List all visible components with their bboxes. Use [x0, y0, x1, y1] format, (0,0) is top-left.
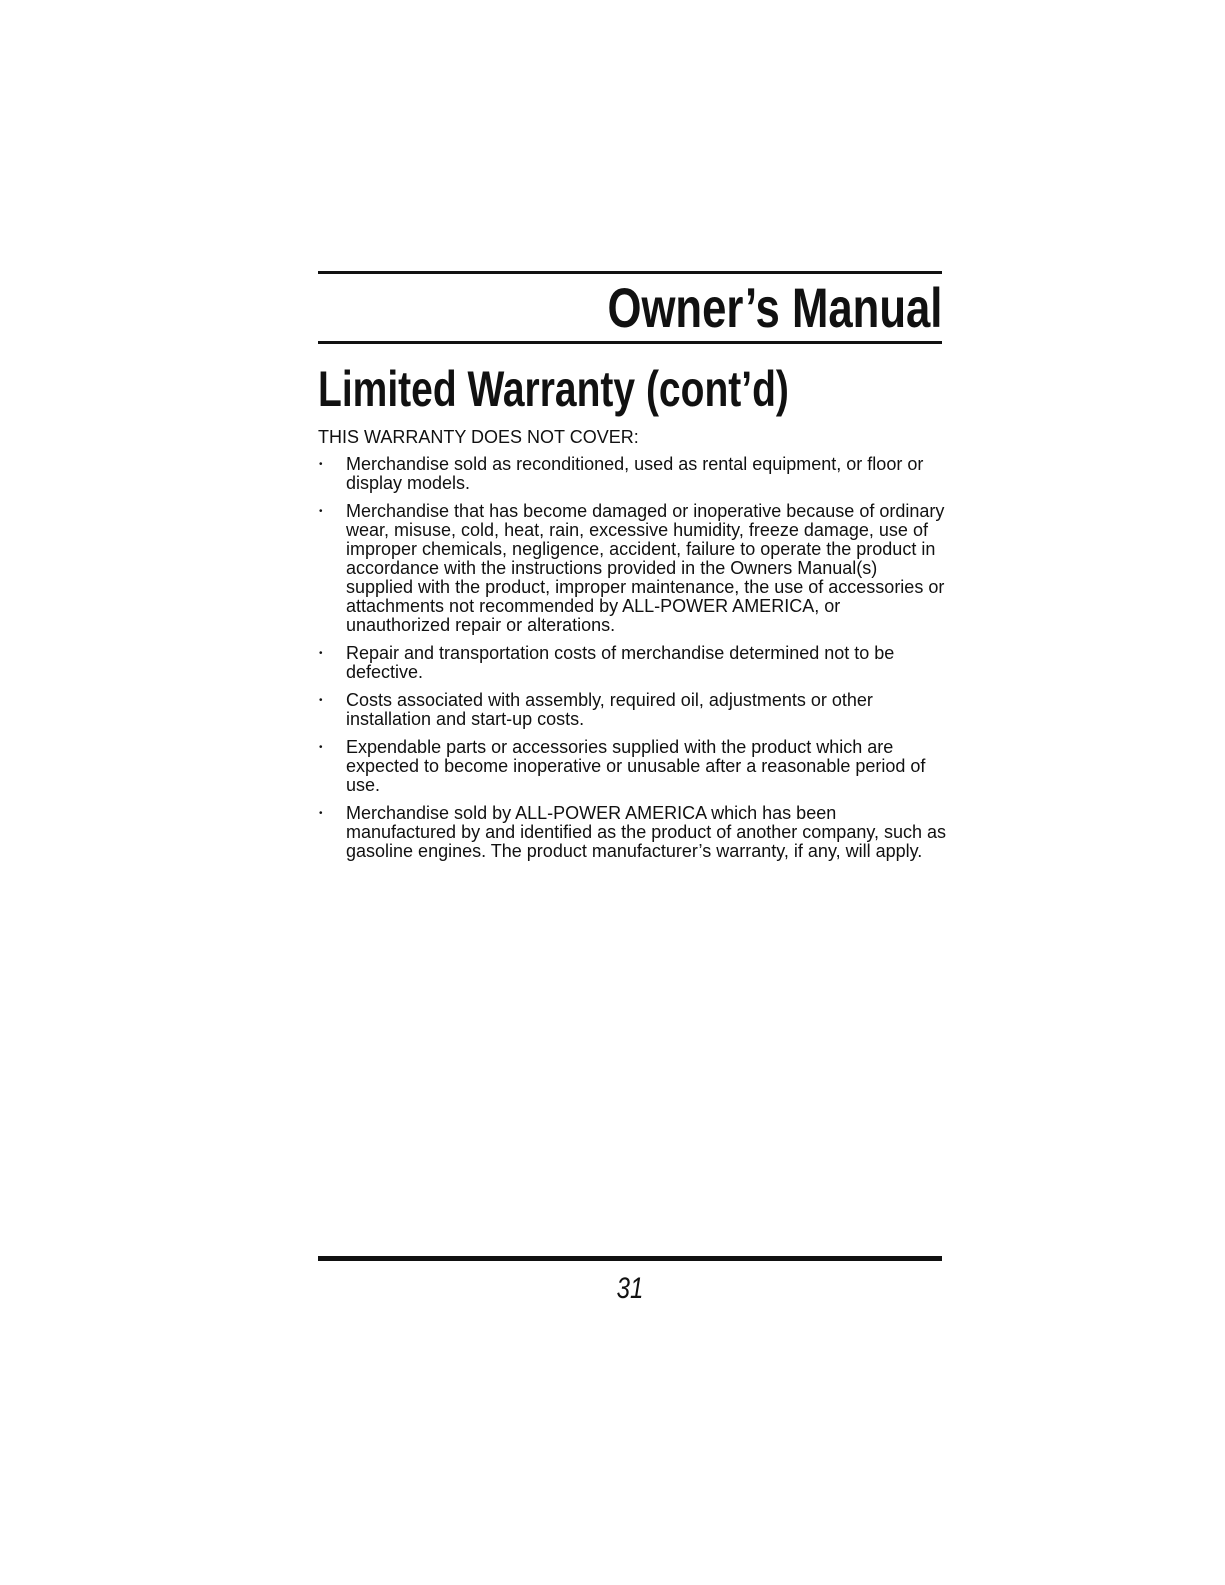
header-top-rule [318, 271, 942, 274]
section-intro: THIS WARRANTY DOES NOT COVER: [318, 427, 639, 447]
list-item [318, 738, 948, 795]
list-item [318, 691, 948, 729]
section-title: Limited Warranty (cont’d) [318, 361, 789, 417]
list-item [318, 502, 948, 635]
list-item-text: Expendable parts or accessories supplied with the product which are expected to become inoperative or unusable after a reasonable period of use. [346, 737, 926, 795]
bullet-icon: • [319, 742, 323, 753]
list-item [318, 804, 948, 861]
list-item-text: Costs associated with assembly, required oil, adjustments or other installation and start-up costs. [346, 690, 873, 729]
header-bottom-rule [318, 341, 942, 344]
footer-rule [318, 1256, 942, 1261]
list-item [318, 644, 948, 682]
bullet-icon: • [319, 506, 323, 517]
bullet-icon: • [319, 808, 323, 819]
list-item-text: Merchandise sold as reconditioned, used as rental equipment, or floor or display models. [346, 454, 924, 493]
list-item-text: Merchandise that has become damaged or inoperative because of ordinary wear, misuse, cold, heat, rain, excessive humidity, freeze damage, use of improper chemicals, negligence, accident, failure to operate the product in accordance with the instructions provided in the Owners Manual(s) supplied with the product, improper maintenance, the use of accessories or attachments not recommended by ALL-POWER AMERICA, or unauthorized repair or alterations. [346, 501, 945, 635]
document-title: Owner’s Manual [607, 276, 942, 339]
bullet-icon: • [319, 695, 323, 706]
list-item-text: Repair and transportation costs of merchandise determined not to be defective. [346, 643, 895, 682]
bullet-icon: • [319, 648, 323, 659]
bullet-icon: • [319, 459, 323, 470]
exclusions-list [318, 455, 948, 870]
page-number: 31 [616, 1272, 644, 1305]
list-item [318, 455, 948, 493]
list-item-text: Merchandise sold by ALL-POWER AMERICA which has been manufactured by and identified as the product of another company, such as gasoline engines. The product manufacturer’s warranty, if any, will apply. [346, 803, 947, 861]
